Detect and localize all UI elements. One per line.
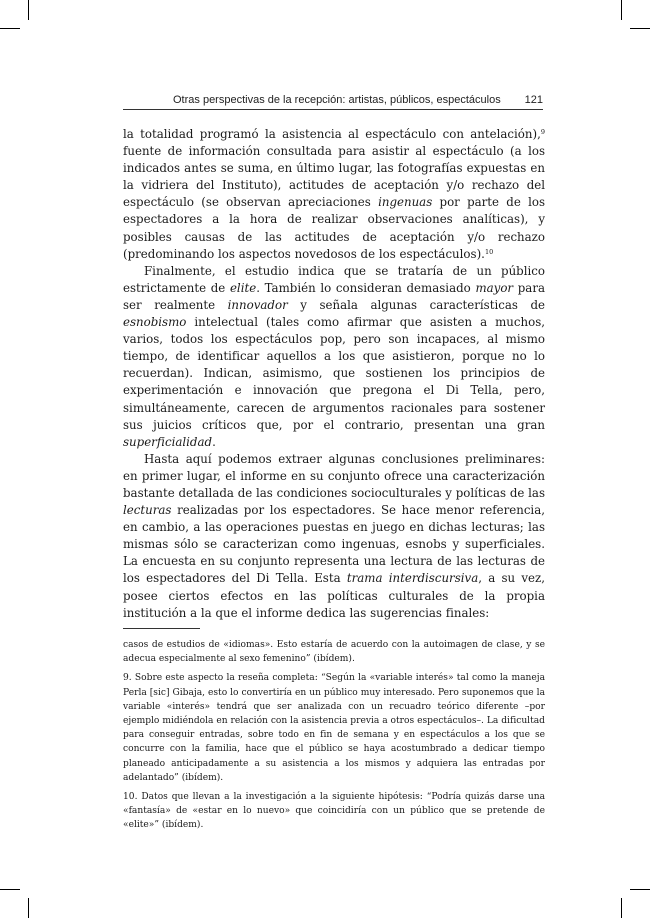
footnote-continuation: casos de estudios de «idiomas». Esto estaría de acuerdo con la autoimagen de clase, y se adecua especialmente al sexo femenino” (ibídem). <box>123 640 545 665</box>
paragraph: Finalmente, el estudio indica que se trataría de un público estrictamente de elite. También lo consideran demasiado mayor para ser realmente innovador y señala algunas características de esnobismo intelectual (tales como afirmar que asisten a muchos, varios, todos los espectáculos pop, pero son incapaces, al mismo tiempo, de identificar aquellos a los que asistieron, porque no lo recuerdan). Indican, asimismo, que sostienen los principios de experimentación e innovación que pregona el Di Tella, pero, simultáneamente, carecen de argumentos racionales para sostener sus juicios críticos que, por el contrario, presentan una gran superficialidad. <box>123 263 546 449</box>
running-title: Otras perspectivas de la recepción: artistas, públicos, espectáculos <box>173 94 501 106</box>
footnote-9: 9. Sobre este aspecto la reseña completa: “Según la «variable interés» tal como la maneja Perla [sic] Gibaja, esto lo convertiría en un público muy interesado. Pero suponemos que la variable «interés» tendrá que ser analizada con un recuadro teórico diferente –por ejemplo midiéndola en relación con la asistencia previa a otros espectáculos–. La dificultad para conseguir entradas, sobre todo en fin de semana y en espectáculos a los que se concurre con la familia, hace que el público se haya acostumbrado a dedicar tiempo planeado anticipadamente a su asistencia a los mismos y adquiera las entradas por adelantado” (ibídem). <box>123 673 545 783</box>
body-text <box>123 126 545 622</box>
crop-mark <box>0 889 20 890</box>
footnote-ref-9: 9 <box>540 128 545 136</box>
footnote-separator <box>123 628 200 629</box>
crop-mark <box>621 898 622 918</box>
footnote-10: 10. Datos que llevan a la investigación a la siguiente hipótesis: “Podría quizás darse una «fantasía» de «estar en lo nuevo» que coincidiría con un público que se pretende de «elite»” (ibídem). <box>123 792 545 831</box>
paragraph: Hasta aquí podemos extraer algunas conclusiones preliminares: en primer lugar, el informe en su conjunto ofrece una caracterización bastante detallada de las condiciones socioculturales y políticas de las lecturas realizadas por los espectadores. Se hace menor referencia, en cambio, a las operaciones puestas en juego en dichas lecturas; las mismas sólo se caracterizan como ingenuas, esnobs y superficiales. La encuesta en su conjunto representa una lectura de las lecturas de los espectadores del Di Tella. Esta trama interdiscursiva, a su vez, posee ciertos efectos en las políticas culturales de la propia institución a la que el informe dedica las sugerencias finales: <box>123 451 545 620</box>
footnotes <box>123 638 545 838</box>
paragraph: la totalidad programó la asistencia al espectáculo con antelación),$^9$ fuente de información consultada para asistir al espectáculo (a los indicados antes se suma, en último lugar, las fotografías expuestas en la vidriera del Instituto), actitudes de aceptación y/o rechazo del espectáculo (se observan apreciaciones ingenuas por parte de los espectadores a la hora de realizar observaciones analíticas), y posibles causas de las actitudes de aceptación y/o rechazo (predominando los aspectos novedosos de los espectáculos).$^{10}$ <box>123 127 546 261</box>
page-number: 121 <box>524 94 543 106</box>
crop-mark <box>630 889 650 890</box>
crop-mark <box>621 0 622 20</box>
crop-mark <box>630 28 650 29</box>
crop-mark <box>28 0 29 20</box>
crop-mark <box>0 28 20 29</box>
header-rule <box>123 109 543 110</box>
crop-mark <box>28 898 29 918</box>
footnote-ref-10: 10 <box>484 247 494 256</box>
